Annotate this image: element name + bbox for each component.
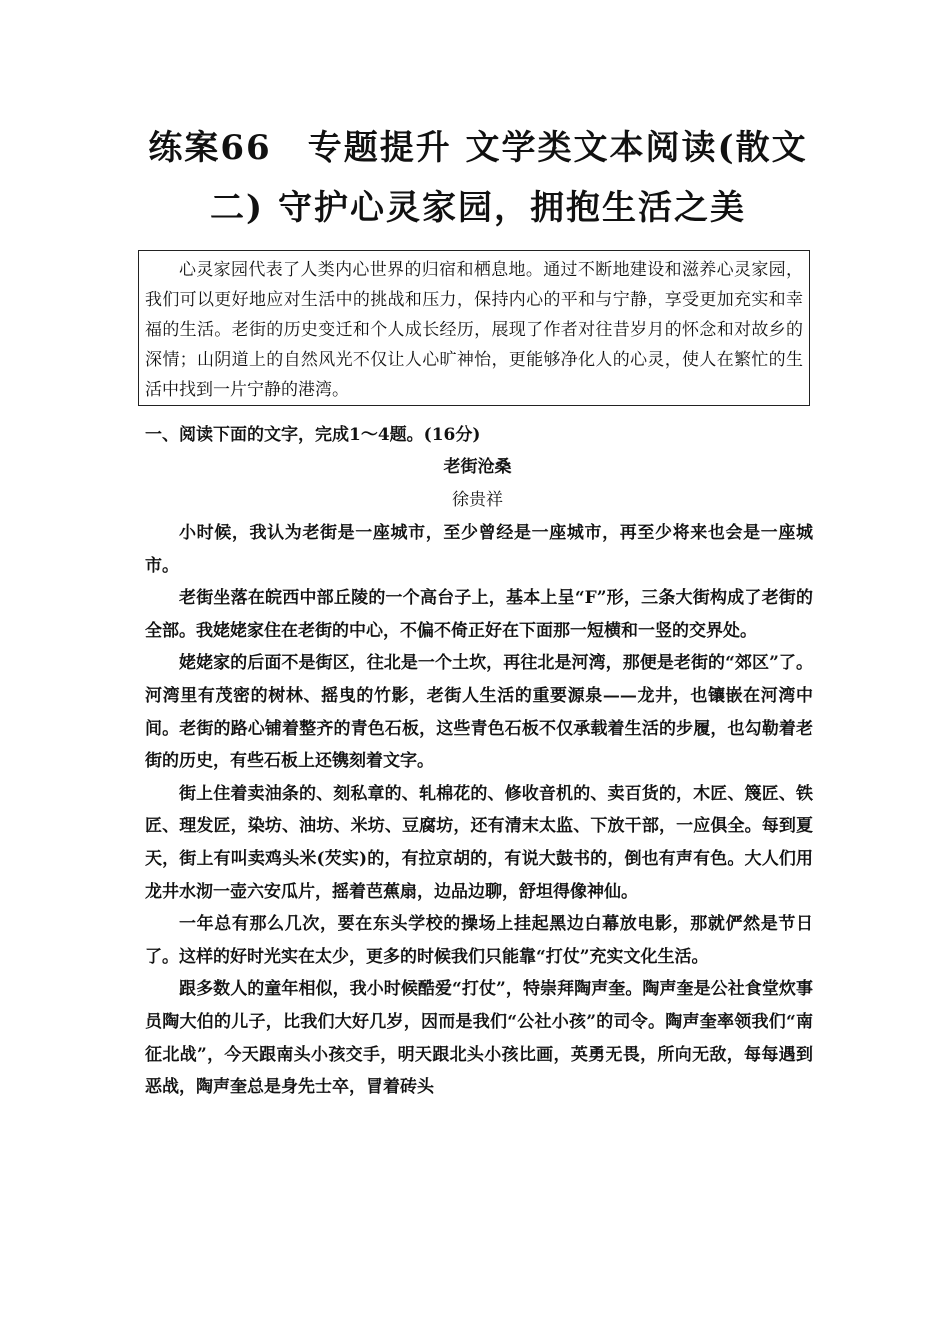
article-author: 徐贵祥 (452, 490, 503, 510)
article-body (145, 517, 813, 1104)
paragraph: 跟多数人的童年相似，我小时候酷爱“打仗”，特崇拜陶声奎。陶声奎是公社食堂炊事员陶大伯的儿子，比我们大好几岁，因而是我们“公社小孩”的司令。陶声奎率领我们“南征北战”，今天跟南头小孩交手，明天跟北头小孩比画，英勇无畏，所向无敌，每每遇到恶战，陶声奎总是身先士卒，冒着砖头 (145, 979, 813, 1098)
question-heading: 一、阅读下面的文字，完成1～4题。(16分) (145, 425, 481, 445)
paragraph: 街上住着卖油条的、刻私章的、轧棉花的、修收音机的、卖百货的，木匠、篾匠、铁匠、理发匠，染坊、油坊、米坊、豆腐坊，还有清末太监、下放干部，一应俱全。每到夏天，街上有叫卖鸡头米(芡实)的，有拉京胡的，有说大鼓书的，倒也有声有色。大人们用龙井水沏一壶六安瓜片，摇着芭蕉扇，边品边聊，舒坦得像神仙。 (145, 783, 813, 902)
paragraph: 姥姥家的后面不是街区，往北是一个土坎，再往北是河湾，那便是老街的“郊区”了。河湾里有茂密的树林、摇曳的竹影，老街人生活的重要源泉——龙井，也镶嵌在河湾中间。老街的路心铺着整齐的青色石板，这些青色石板不仅承载着生活的步履，也勾勒着老街的历史，有些石板上还镌刻着文字。 (145, 653, 813, 772)
paragraph: 老街坐落在皖西中部丘陵的一个高台子上，基本上呈“F”形，三条大街构成了老街的全部。我姥姥家住在老街的中心，不偏不倚正好在下面那一短横和一竖的交界处。 (145, 588, 813, 641)
page-title-line-1: 练案66 专题提升 文学类文本阅读(散文 (148, 128, 808, 168)
intro-text: 心灵家园代表了人类内心世界的归宿和栖息地。通过不断地建设和滋养心灵家园，我们可以更好地应对生活中的挑战和压力，保持内心的平和与宁静，享受更加充实和幸福的生活。老街的历史变迁和个人成长经历，展现了作者对往昔岁月的怀念和对故乡的深情；山阴道上的自然风光不仅让人心旷神怡，更能够净化人的心灵，使人在繁忙的生活中找到一片宁静的港湾。 (145, 260, 803, 400)
page-title-line-2: 二) 守护心灵家园，拥抱生活之美 (210, 188, 746, 228)
paragraph: 一年总有那么几次，要在东头学校的操场上挂起黑边白幕放电影，那就俨然是节日了。这样的好时光实在太少，更多的时候我们只能靠“打仗”充实文化生活。 (145, 914, 813, 967)
article-title: 老街沧桑 (443, 457, 512, 477)
intro-box (138, 250, 810, 406)
paragraph: 小时候，我认为老街是一座城市，至少曾经是一座城市，再至少将来也会是一座城市。 (145, 523, 813, 576)
